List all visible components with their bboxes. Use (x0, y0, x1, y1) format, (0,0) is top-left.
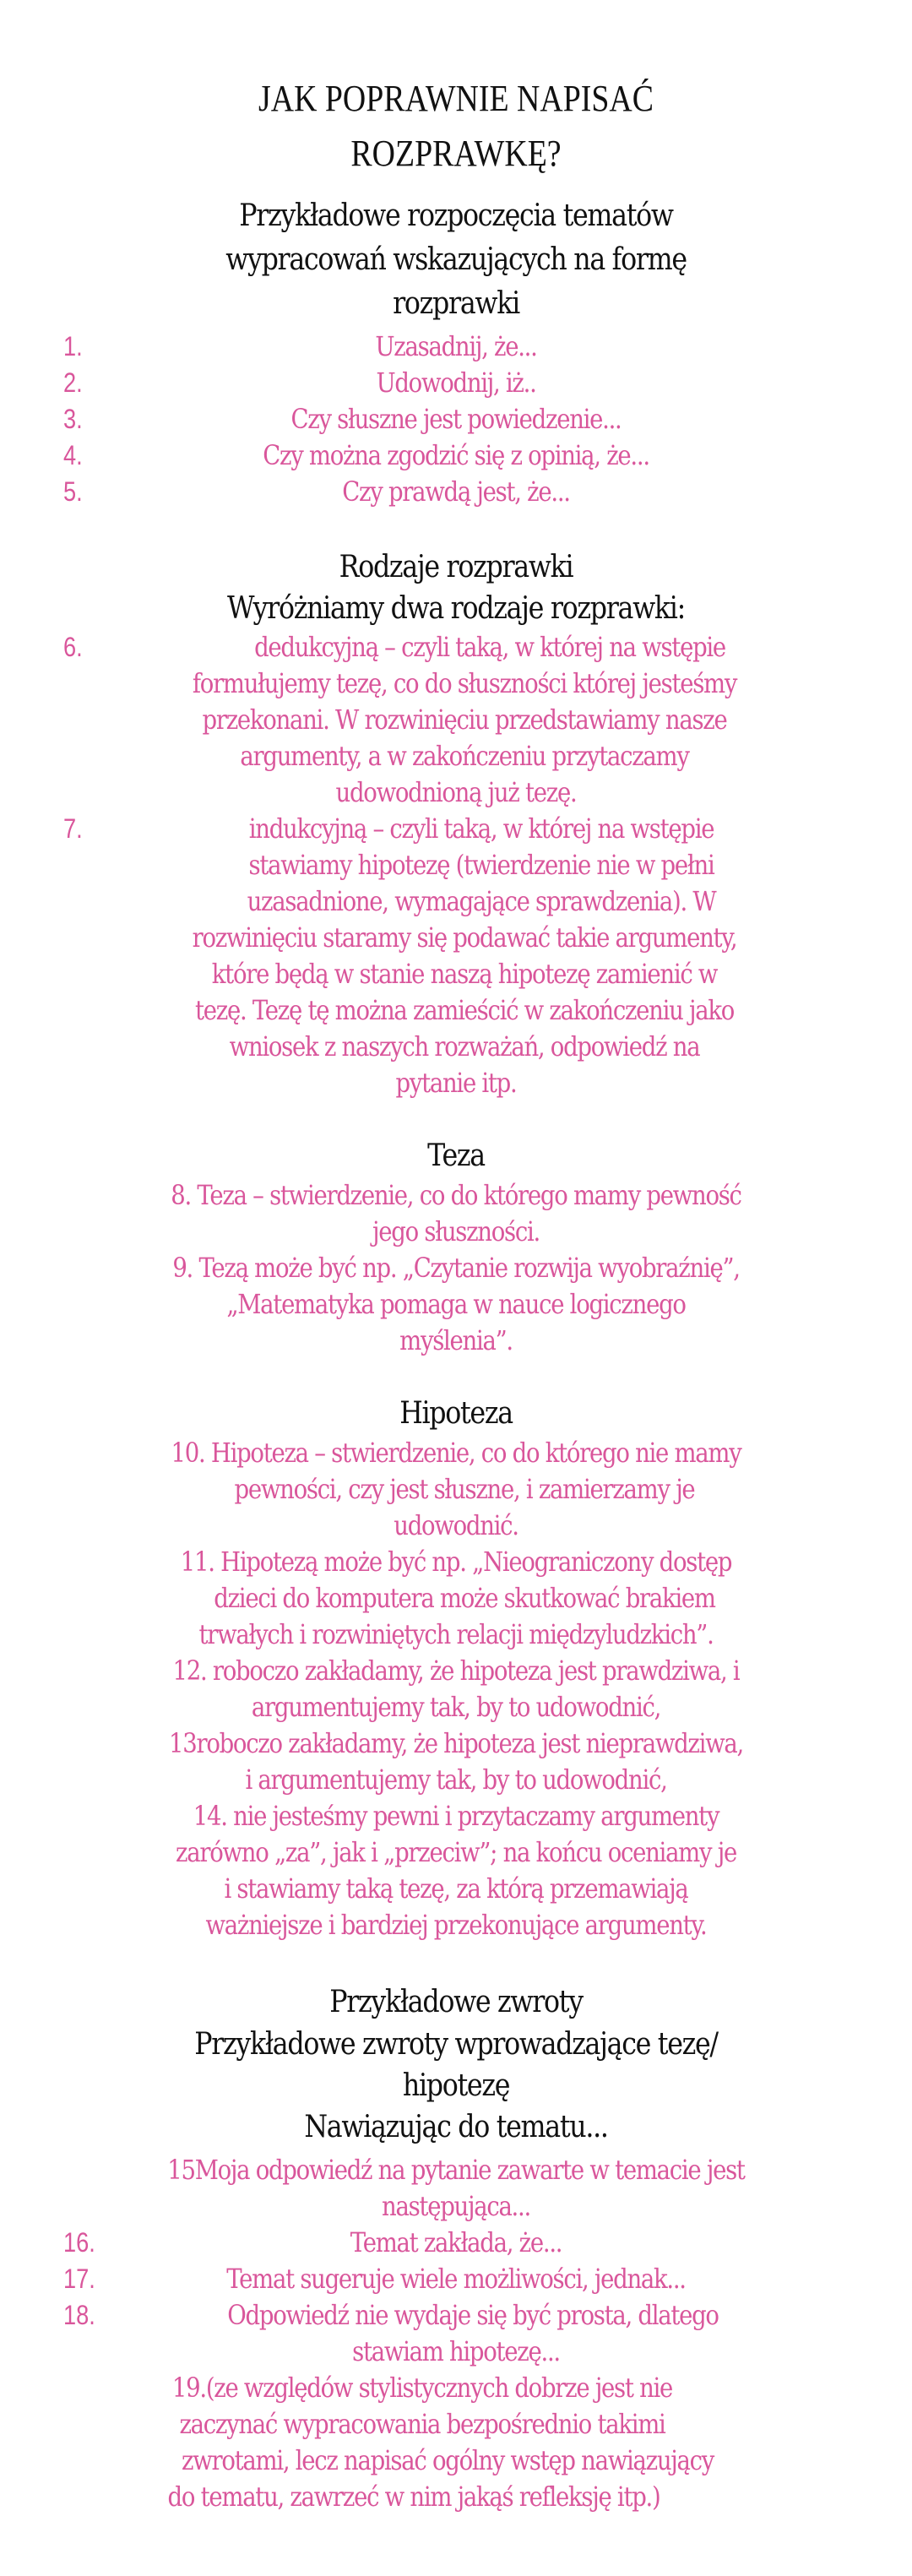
list-item: jego słuszności. (372, 1215, 540, 1247)
list-item: Temat sugeruje wiele możliwości, jednak... (226, 2263, 686, 2295)
list-item: stawiamy hipotezę (twierdzenie nie w pełni (248, 849, 714, 881)
list-item: myślenia”. (399, 1324, 513, 1356)
list-number: 3. (63, 404, 83, 434)
list-item: 9. Tezą może być np. „Czytanie rozwija wyobraźnię”, (172, 1252, 740, 1284)
note-line: 19.(ze względów stylistycznych dobrze jest nie (171, 2372, 673, 2404)
list-item: Temat zakłada, że... (350, 2226, 562, 2258)
list-item: dedukcyjną – czyli taką, w której na wstępie (254, 631, 725, 663)
section5-subheading: hipotezę (402, 2068, 510, 2103)
list-item: tezę. Tezę tę można zamieścić w zakończeniu jako (194, 994, 735, 1026)
page-title-line-2: ROZPRAWKĘ? (350, 133, 562, 174)
list-item: 13roboczo zakładamy, że hipoteza jest nieprawdziwa, (169, 1727, 743, 1759)
list-item: 10. Hipoteza – stwierdzenie, co do którego nie mamy (171, 1437, 741, 1469)
list-item: argumenty, a w zakończeniu przytaczamy (240, 740, 689, 772)
list-item: „Matematyka pomaga w nauce logicznego (226, 1288, 686, 1320)
list-item: pytanie itp. (395, 1067, 517, 1099)
list-item: wniosek z naszych rozważań, odpowiedź na (229, 1030, 700, 1062)
list-item: 8. Teza – stwierdzenie, co do którego mamy pewność (171, 1179, 741, 1211)
list-item: zarówno „za”, jak i „przeciw”; na końcu oceniamy je (176, 1836, 736, 1868)
list-item: rozwinięciu staramy się podawać takie argumenty, (192, 921, 737, 954)
section4-heading: Hipoteza (399, 1396, 513, 1431)
list-item: i stawiamy taką tezę, za którą przemawiają (224, 1872, 688, 1905)
list-number: 17. (63, 2264, 95, 2294)
list-item: Czy słuszne jest powiedzenie... (290, 403, 622, 435)
list-item: 14. nie jesteśmy pewni i przytaczamy argumenty (193, 1800, 719, 1832)
list-item: argumentujemy tak, by to udowodnić, (251, 1691, 661, 1723)
note-line: zaczynać wypracowania bezpośrednio takimi (179, 2408, 665, 2440)
list-item: Odpowiedź nie wydaje się być prosta, dlatego (227, 2299, 719, 2331)
section2-subheading: Wyróżniamy dwa rodzaje rozprawki: (227, 591, 685, 626)
list-item: indukcyjną – czyli taką, w której na wstępie (248, 812, 714, 845)
note-line: do tematu, zawrzeć w nim jakąś refleksję itp.) (167, 2481, 660, 2513)
section2-heading: Rodzaje rozprawki (339, 550, 573, 584)
list-number: 7. (63, 813, 83, 844)
list-number: 16. (63, 2227, 95, 2258)
list-item: udowodnioną już tezę. (335, 776, 577, 808)
section5-subheading: Nawiązując do tematu... (304, 2110, 608, 2144)
list-item: udowodnić. (394, 1509, 518, 1541)
section1-heading: Przykładowe rozpoczęcia tematów (239, 198, 673, 233)
list-number: 2. (63, 367, 83, 398)
list-number: 4. (63, 440, 83, 470)
list-item: przekonani. W rozwinięciu przedstawiamy nasze (202, 704, 727, 736)
list-item: Uzasadnij, że... (375, 330, 537, 362)
list-number: 5. (63, 476, 83, 507)
section5-heading: Przykładowe zwroty (329, 1985, 583, 2019)
note-line: zwrotami, lecz napisać ogólny wstęp nawiązujący (182, 2444, 714, 2476)
list-item: następująca... (382, 2190, 530, 2222)
list-item: i argumentujemy tak, by to udowodnić, (245, 1764, 667, 1796)
section1-heading: rozprawki (393, 286, 519, 321)
section5-subheading: Przykładowe zwroty wprowadzające tezę/ (194, 2027, 718, 2062)
list-item: uzasadnione, wymagające sprawdzenia). W (247, 885, 716, 917)
section1-heading: wypracowań wskazujących na formę (225, 242, 687, 277)
list-item: ważniejsze i bardziej przekonujące argumenty. (205, 1909, 707, 1941)
list-number: 18. (63, 2300, 95, 2330)
section3-heading: Teza (427, 1139, 485, 1173)
list-number: 6. (63, 632, 83, 662)
list-item: pewności, czy jest słuszne, i zamierzamy je (234, 1473, 695, 1505)
list-item: Czy można zgodzić się z opinią, że... (263, 439, 649, 471)
list-item: 15Moja odpowiedź na pytanie zawarte w temacie jest (167, 2154, 745, 2186)
list-item: Czy prawdą jest, że... (342, 476, 570, 508)
list-item: Udowodnij, iż.. (376, 367, 536, 399)
list-item: które będą w stanie naszą hipotezę zamienić w (211, 958, 718, 990)
list-item: stawiam hipotezę... (352, 2335, 560, 2367)
list-item: trwałych i rozwiniętych relacji międzyludzkich”. (198, 1618, 714, 1650)
page-title-line-1: JAK POPRAWNIE NAPISAĆ (258, 78, 654, 119)
list-number: 1. (63, 331, 83, 361)
list-item: formułujemy tezę, co do słuszności której jesteśmy (192, 667, 737, 699)
list-item: 11. Hipotezą może być np. „Nieograniczony dostęp (180, 1546, 732, 1578)
list-item: dzieci do komputera może skutkować brakiem (214, 1582, 715, 1614)
list-item: 12. roboczo zakładamy, że hipoteza jest prawdziwa, i (172, 1655, 740, 1687)
